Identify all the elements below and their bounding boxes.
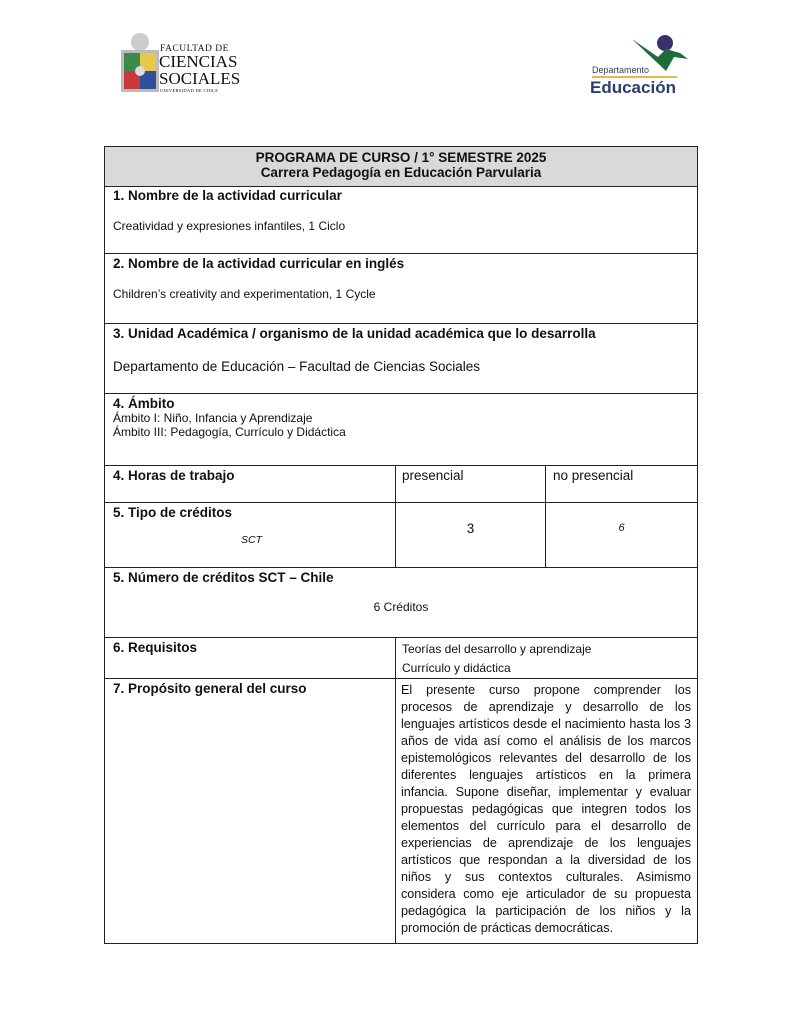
requirements-label-cell: 6. Requisitos: [104, 637, 396, 679]
university-crest-icon: [120, 32, 160, 96]
hours-presencial-cell: presencial: [395, 465, 546, 503]
credit-type-cell: 5. Tipo de créditos SCT: [104, 502, 396, 568]
table-header: PROGRAMA DE CURSO / 1° SEMESTRE 2025 Carrera Pedagogía en Educación Parvularia: [104, 146, 698, 187]
hours-label-cell: 4. Horas de trabajo: [104, 465, 396, 503]
credit-no-presencial-value: 6: [545, 502, 698, 568]
section-academic-unit: 3. Unidad Académica / organismo de la unidad académica que lo desarrolla Departamento de Educación – Facultad de Ciencias Sociales: [104, 323, 698, 394]
purpose-value-cell: El presente curso propone comprender los procesos de aprendizaje y desarrollo de los lenguajes artísticos desde el nacimiento hasta los 3 años de vida así como el análisis de los marcos epistemológicos relevantes del desarrollo de los diferentes lenguajes artísticos en la primera infancia. Supone diseñar, implementar y evaluar propuestas pedagógicas que integren todos los elementos del currículo para el desarrollo de experiencias de aprendizaje de los lenguajes artísticos que respondan a la diversidad de los niños y sus contextos culturales. Asimismo considera como eje articulador de su propuesta pedagógica la participación de los niños y la promoción de prácticas democráticas.: [395, 678, 698, 944]
section-ambito: 4. Ámbito Ámbito I: Niño, Infancia y Aprendizaje Ámbito III: Pedagogía, Currículo y Didáctica: [104, 393, 698, 466]
departamento-logo: Departamento Educación: [590, 35, 690, 97]
purpose-label-cell: 7. Propósito general del curso: [104, 678, 396, 944]
credit-presencial-value: 3: [395, 502, 546, 568]
requirements-value-cell: Teorías del desarrollo y aprendizaje Currículo y didáctica: [395, 637, 698, 679]
section-credit-number: 5. Número de créditos SCT – Chile 6 Créditos: [104, 567, 698, 638]
hours-no-presencial-cell: no presencial: [545, 465, 698, 503]
section-activity-name: 1. Nombre de la actividad curricular Creatividad y expresiones infantiles, 1 Ciclo: [104, 186, 698, 254]
section-activity-name-english: 2. Nombre de la actividad curricular en inglés Children’s creativity and experimentation, 1 Cycle: [104, 253, 698, 324]
facultad-logo: FACULTAD DE CIENCIAS SOCIALES UNIVERSIDAD DE CHILE: [120, 32, 240, 96]
